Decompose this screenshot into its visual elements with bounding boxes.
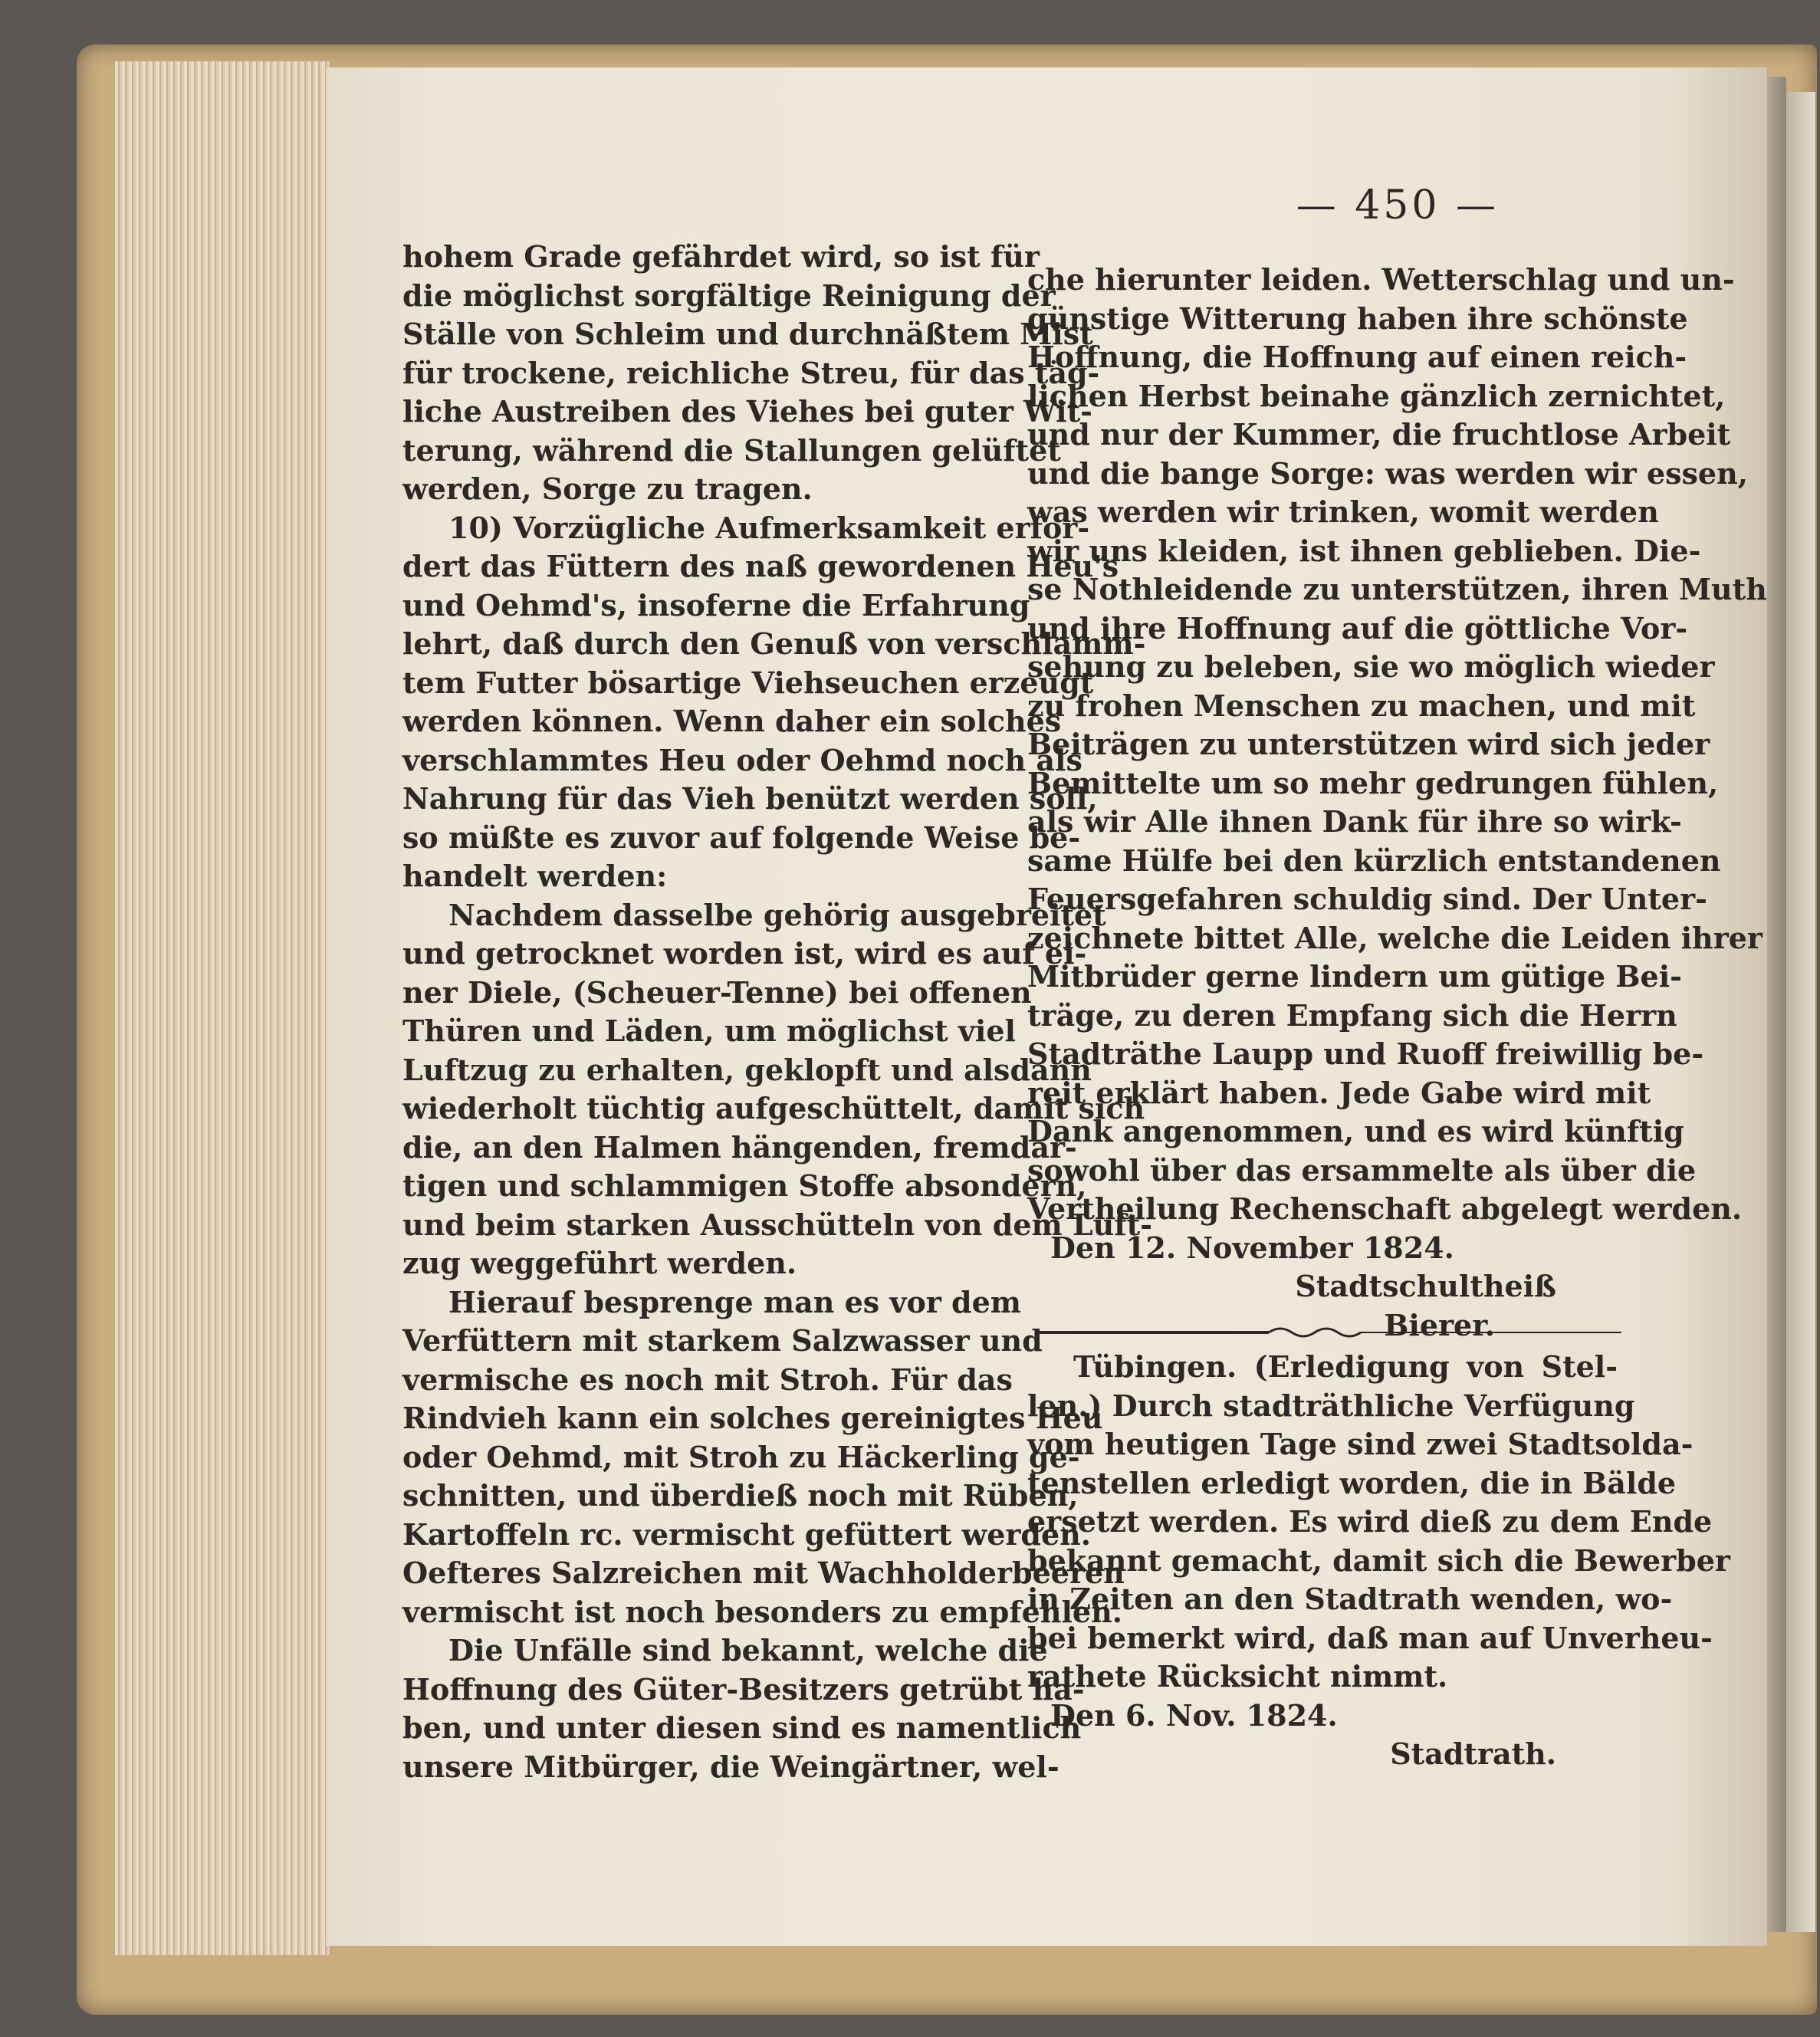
text-line: dert das Füttern des naß gewordenen Heu's	[402, 549, 1119, 583]
text-line: sehung zu beleben, sie wo möglich wieder	[1027, 649, 1715, 684]
text-line: sowohl über das ersammelte als über die	[1027, 1152, 1697, 1188]
text-line: günstige Witterung haben ihre schönste	[1027, 301, 1688, 336]
text-line: Hoffnung des Güter-Besitzers getrübt ha-	[402, 1671, 1085, 1707]
text-line: Feuersgefahren schuldig sind. Der Unter-	[1027, 882, 1707, 916]
right-text-column-top	[1027, 261, 1767, 1345]
text-line: 10) Vorzügliche Aufmerksamkeit erfor-	[448, 510, 1090, 545]
text-line: als wir Alle ihnen Dank für ihre so wirk-	[1027, 804, 1682, 839]
text-line: werden, Sorge zu tragen.	[402, 471, 813, 506]
text-line: Den 6. Nov. 1824.	[1050, 1697, 1338, 1733]
text-line: werden können. Wenn daher ein solches	[402, 704, 1062, 738]
text-line: vermischt ist noch besonders zu empfehlen.	[402, 1594, 1122, 1629]
text-line: hohem Grade gefährdet wird, so ist für	[402, 239, 1040, 274]
text-line: und Oehmd's, insoferne die Erfahrung	[402, 587, 1030, 623]
text-line: tem Futter bösartige Viehseuchen erzeugt	[402, 665, 1094, 700]
text-line: Dank angenommen, und es wird künftig	[1027, 1114, 1684, 1148]
text-line: ner Diele, (Scheuer-Tenne) bei offenen	[402, 974, 1032, 1010]
text-line: Hierauf besprenge man es vor dem	[448, 1284, 1021, 1319]
text-line: liche Austreiben des Viehes bei guter Wit-	[402, 394, 1092, 429]
text-line: zug weggeführt werden.	[402, 1246, 797, 1280]
text-line: Stadtrath.	[1390, 1736, 1556, 1771]
text-line: Kartoffeln rc. vermischt gefüttert werden.	[402, 1516, 1092, 1552]
text-line: träge, zu deren Empfang sich die Herrn	[1027, 997, 1677, 1033]
text-line: und getrocknet worden ist, wird es auf ei-	[402, 936, 1087, 971]
text-line: Tübingen. (Erledigung von Stel-	[1073, 1349, 1618, 1384]
text-line: und ihre Hoffnung auf die göttliche Vor-	[1027, 610, 1688, 646]
text-line: vermische es noch mit Stroh. Für das	[402, 1362, 1013, 1397]
text-line: oder Oehmd, mit Stroh zu Häckerling ge-	[402, 1439, 1080, 1474]
text-line: Thüren und Läden, um möglichst viel	[402, 1014, 1016, 1048]
text-line: die, an den Halmen hängenden, fremdar-	[402, 1129, 1077, 1165]
text-line: Mitbrüder gerne lindern um gütige Bei-	[1027, 959, 1682, 994]
text-line: in Zeiten an den Stadtrath wenden, wo-	[1027, 1582, 1673, 1616]
text-line: Oefteres Salzreichen mit Wachholderbeeren	[402, 1556, 1125, 1590]
text-line: ben, und unter diesen sind es namentlich	[402, 1710, 1082, 1745]
text-line: Die Unfälle sind bekannt, welche die	[448, 1633, 1048, 1667]
text-line: Vertheilung Rechenschaft abgelegt werden.	[1027, 1191, 1743, 1226]
text-line: Nachdem dasselbe gehörig ausgebreitet	[448, 897, 1106, 932]
text-line: zu frohen Menschen zu machen, und mit	[1027, 688, 1696, 723]
page-edges	[115, 61, 331, 1955]
text-line: und nur der Kummer, die fruchtlose Arbeit	[1027, 417, 1731, 452]
text-line: rathete Rücksicht nimmt.	[1027, 1659, 1448, 1694]
text-line: che hierunter leiden. Wetterschlag und un-	[1027, 262, 1735, 297]
text-line: Bemittelte um so mehr gedrungen fühlen,	[1027, 765, 1719, 800]
text-line: wiederholt tüchtig aufgeschüttelt, damit sich	[402, 1091, 1145, 1125]
page-number-header: — 450 —	[1296, 182, 1499, 228]
left-text-column	[402, 238, 1152, 1786]
text-line: Rindvieh kann ein solches gereinigtes Heu	[402, 1401, 1103, 1435]
text-line: verschlammtes Heu oder Oehmd noch als	[402, 742, 1082, 777]
text-line: schnitten, und überdieß noch mit Rüben,	[402, 1478, 1079, 1513]
text-line: und beim starken Ausschütteln von dem Luft-	[402, 1207, 1152, 1242]
text-line: same Hülfe bei den kürzlich entstandenen	[1027, 843, 1721, 878]
text-line: Bierer.	[1384, 1307, 1495, 1342]
text-line: bei bemerkt wird, daß man auf Unverheu-	[1027, 1620, 1713, 1655]
text-line: Beiträgen zu unterstützen wird sich jeder	[1027, 727, 1710, 761]
text-line: lichen Herbst beinahe gänzlich zernichtet,	[1027, 378, 1726, 413]
text-line: terung, während die Stallungen gelüftet	[402, 432, 1061, 468]
text-line: bekannt gemacht, damit sich die Bewerber	[1027, 1543, 1730, 1578]
text-line: Den 12. November 1824.	[1050, 1230, 1454, 1265]
text-line: Ställe von Schleim und durchnäßtem Mist	[402, 317, 1093, 351]
text-line: Luftzug zu erhalten, geklopft und alsdann	[402, 1052, 1092, 1087]
text-line: für trockene, reichliche Streu, für das täg-	[402, 355, 1100, 390]
section-divider	[1039, 1325, 1621, 1340]
text-line: len.) Durch stadträthliche Verfügung	[1027, 1388, 1635, 1423]
text-line: die möglichst sorgfältige Reinigung der	[402, 278, 1056, 313]
right-text-column-bottom	[1027, 1348, 1730, 1774]
book-page	[326, 67, 1767, 1946]
text-line: se Nothleidende zu unterstützen, ihren Muth	[1027, 572, 1767, 606]
text-line: was werden wir trinken, womit werden	[1027, 494, 1659, 529]
text-line: ersetzt werden. Es wird dieß zu dem Ende	[1027, 1504, 1713, 1539]
text-line: tenstellen erledigt worden, die in Bälde	[1027, 1465, 1677, 1500]
text-line: Hoffnung, die Hoffnung auf einen reich-	[1027, 340, 1687, 374]
text-line: tigen und schlammigen Stoffe absondern,	[402, 1168, 1087, 1203]
text-line: handelt werden:	[402, 859, 668, 893]
text-line: unsere Mitbürger, die Weingärtner, wel-	[402, 1749, 1059, 1784]
ornamental-rule-icon	[1039, 1325, 1621, 1340]
text-line: so müßte es zuvor auf folgende Weise be-	[402, 820, 1081, 855]
text-line: vom heutigen Tage sind zwei Stadtsolda-	[1027, 1427, 1694, 1461]
text-line: wir uns kleiden, ist ihnen geblieben. Die-	[1027, 533, 1701, 568]
text-line: lehrt, daß durch den Genuß von verschlamm-	[402, 626, 1146, 661]
text-line: reit erklärt haben. Jede Gabe wird mit	[1027, 1075, 1651, 1110]
text-line: Stadtschultheiß	[1295, 1269, 1556, 1303]
text-line: und die bange Sorge: was werden wir essen,	[1027, 455, 1748, 491]
text-line: Nahrung für das Vieh benützt werden soll,	[402, 781, 1098, 816]
text-line: zeichnete bittet Alle, welche die Leiden ihrer	[1027, 920, 1763, 955]
text-line: Stadträthe Laupp und Ruoff freiwillig be-	[1027, 1037, 1704, 1071]
text-line: Verfüttern mit starkem Salzwasser und	[402, 1323, 1043, 1358]
